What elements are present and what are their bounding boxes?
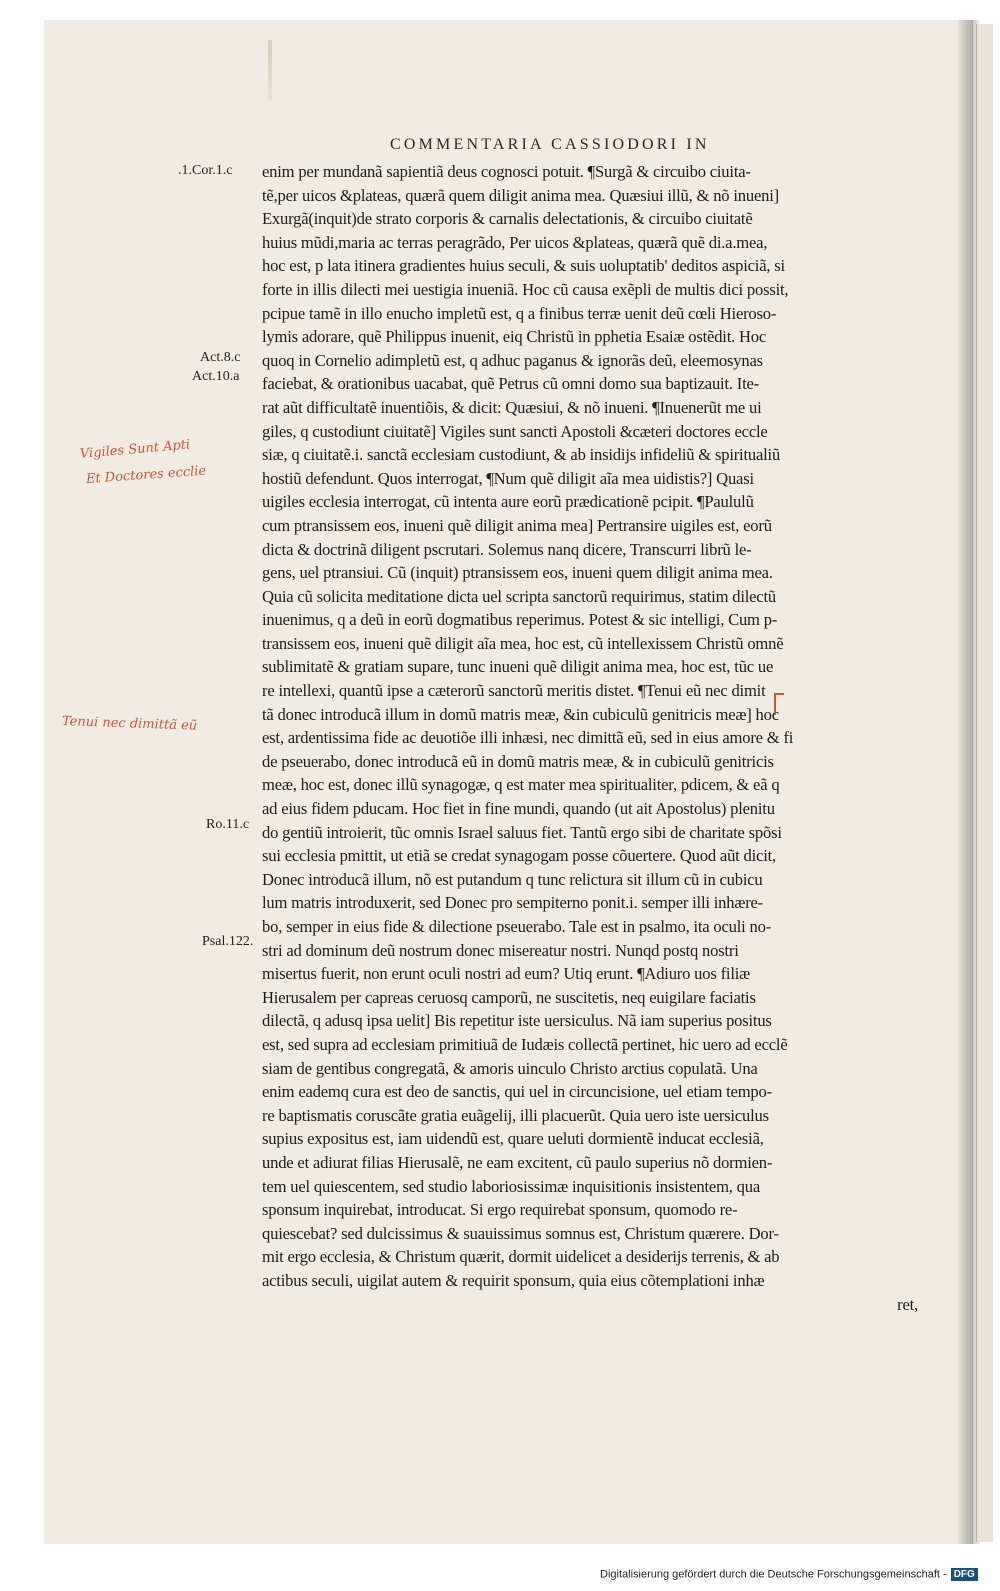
text-line: Donec introducã illum, nõ est putandum q tunc relictura sit illum cũ in cubicu <box>262 869 763 889</box>
margin-ref-act8: Act.8.c <box>200 350 241 365</box>
handwritten-note-tenui: Tenui nec dimittã eũ <box>61 714 198 734</box>
handwritten-bracket-mark <box>774 693 784 715</box>
text-line: meæ, hoc est, donec illũ synagogæ, q est mater mea spiritualiter, pdicem, & eã q <box>262 775 780 795</box>
text-line: pcipue tamẽ in illo enucho impletũ est, q a finibus terræ uenit deũ cœli Hieroso- <box>262 303 777 323</box>
stain-mark <box>268 40 272 100</box>
text-line: supius expositus est, iam uidendũ est, quare ueluti dormientẽ inducat ecclesiã, <box>262 1129 764 1149</box>
text-line: gens, uel ptransiui. Cũ (inquit) ptransissem eos, inueni quem diligit anima mea. <box>262 563 773 583</box>
text-line: misertus fuerit, non erunt oculi nostri ad eum? Utiq erunt. ¶Adiuro uos filiæ <box>262 964 751 984</box>
text-line: huius mũdi,maria ac terras peragrãdo, Per uicos &plateas, quærã quẽ di.a.mea, <box>262 232 768 252</box>
text-line: est, sed supra ad ecclesiam primitiuã de Iudæis collectã pertinet, hic uero ad ecclẽ <box>262 1034 788 1054</box>
text-line: hostiũ defendunt. Quos interrogat, ¶Num quẽ diligit aĩa mea uidistis?] Quasi <box>262 468 754 488</box>
text-line: cum ptransissem eos, inueni quẽ diligit anima mea] Pertransire uigiles est, eorũ <box>262 515 772 535</box>
text-line: est, ardentissima fide ac deuotiõe illi inhæsi, nec dimittã eũ, sed in eius amore & fi <box>262 728 794 748</box>
text-line: inuenimus, q a deũ in eorũ dogmatibus reperimus. Potest & sic intelligi, Cum p- <box>262 610 778 630</box>
text-line: hoc est, p lata itinera gradientes huius seculi, & suis uoluptatib' deditos aspiciã, si <box>262 256 785 276</box>
text-line: bo, semper in eius fide & dilectione pseuerabo. Tale est in psalmo, ita oculi no- <box>262 917 772 936</box>
text-line: enim eademq cura est deo de sanctis, qui uel in circuncisione, uel etiam tempo- <box>262 1082 772 1102</box>
text-line: do gentiũ introierit, tũc omnis Israel saluus fiet. Tantũ ergo sibi de charitate spõsi <box>262 822 782 842</box>
text-line: sponsum inquirebat, introducat. Si ergo requirebat sponsum, quomodo re- <box>262 1200 738 1220</box>
text-line: rat aũt difficultatẽ inuentiõis, & dicit: Quæsiui, & nõ inueni. ¶Inuenerũt me ui <box>262 397 762 417</box>
main-text-block <box>262 160 962 1316</box>
text-line: stri ad dominum deũ nostrum donec misereatur nostri. Nunqd postq nostri <box>262 940 739 960</box>
text-line: Exurgã(inquit)de strato corporis & carnalis delectationis, & circuibo ciuitatẽ <box>262 209 753 229</box>
text-line: enim per mundanã sapientiã deus cognosci potuit. ¶Surgã & circuibo ciuita- <box>262 162 751 181</box>
text-line: re baptismatis coruscãte gratia euãgelij, illi placuerũt. Quia uero iste uersiculus <box>262 1105 769 1125</box>
text-line: dilectã, q adusq ipsa uelit] Bis repetitur iste uersiculus. Nã iam superius positus <box>262 1011 772 1031</box>
text-line: siam de gentibus congregatã, & amoris uinculo Christo arctius copulatã. Una <box>262 1058 758 1078</box>
text-line: tem uel quiescentem, sed studio laboriosissimæ inquisitionis insistentem, qua <box>262 1176 761 1196</box>
margin-ref-ro11: Ro.11.c <box>206 817 250 832</box>
margin-ref-act10: Act.10.a <box>192 369 240 384</box>
text-line: siæ, q ciuitatẽ.i. sanctã ecclesiam custodiunt, & ab insidijs infideliũ & spiritualiũ <box>262 445 781 465</box>
text-line: Quia cũ solicita meditatione dicta uel scripta sanctorũ requirimus, statim dilectũ <box>262 586 776 606</box>
catchword: ret, <box>897 1294 918 1314</box>
digitization-credit <box>600 1568 978 1586</box>
text-line: re intellexi, quantũ ipse a cæterorũ sanctorũ meritis distet. ¶Tenui eũ nec dimit <box>262 681 766 701</box>
text-line: giles, q custodiunt ciuitatẽ] Vigiles sunt sancti Apostoli &cæteri doctores eccle <box>262 421 768 441</box>
credit-text: Digitalisierung gefördert durch die Deutsche Forschungsgemeinschaft - <box>600 1568 947 1581</box>
text-line: sublimitatẽ & gratiam supare, tunc inueni quẽ diligit anima mea, hoc est, tũc ue <box>262 657 774 677</box>
text-line: de pseuerabo, donec introducã eũ in domũ matris meæ, & in cubiculũ genitricis <box>262 751 774 771</box>
text-line: actibus seculi, uigilat autem & requirit sponsum, quia eius cõtemplationi inhæ <box>262 1270 765 1290</box>
dfg-logo: DFG <box>951 1568 978 1581</box>
text-line: transissem eos, inueni quẽ diligit aĩa mea, hoc est, cũ intellexissem Christũ omnẽ <box>262 633 784 653</box>
text-line: ad eius fidem pducam. Hoc fiet in fine mundi, quando (ut ait Apostolus) plenitu <box>262 799 775 819</box>
text-line: forte in illis dilecti mei uestigia inueniã. Hoc cũ causa exẽpli de multis dici possit, <box>262 279 789 299</box>
text-line: Hierusalem per capreas ceruosq camporũ, ne suscitetis, neq euigilare faciatis <box>262 987 756 1007</box>
text-line: faciebat, & orationibus uacabat, quẽ Petrus cũ omni domo sua baptizauit. Ite- <box>262 374 760 394</box>
margin-ref-psal122: Psal.122. <box>202 934 254 949</box>
text-line: mit ergo ecclesia, & Christum quærit, dormit uidelicet a desiderijs terrenis, & ab <box>262 1247 780 1267</box>
running-head: COMMENTARIA CASSIODORI IN <box>390 136 710 153</box>
text-line: uigiles ecclesia interrogat, cũ intenta aure eorũ prædicationẽ pcipit. ¶Paululũ <box>262 492 754 512</box>
margin-ref-1cor: .1.Cor.1.c <box>178 163 233 178</box>
text-line: lymis adorare, quẽ Philippus inuenit, eiq Christũ in pphetia Esaiæ ostẽdit. Hoc <box>262 327 767 347</box>
handwritten-note-vigiles: Vigiles Sunt Apti <box>79 437 191 462</box>
text-line: lum matris introduxerit, sed Donec pro sempiterno ponit.i. semper illi inhære- <box>262 893 764 913</box>
handwritten-note-doctores: Et Doctores ecclie <box>85 463 207 487</box>
text-line: quoq in Cornelio adimpletũ est, q adhuc paganus & ignorãs deũ, eleemosynas <box>262 350 763 370</box>
facing-page-edge <box>976 24 993 1542</box>
text-line: unde et adiurat filias Hierusalẽ, ne eam excitent, cũ paulo superius nõ dormien- <box>262 1152 773 1172</box>
text-line: tẽ,per uicos &plateas, quærã quem diligit anima mea. Quæsiui illũ, & nõ inueni] <box>262 185 779 205</box>
text-line: dicta & doctrinã diligent pscrutari. Solemus nanq dicere, Transcurri librũ le- <box>262 539 752 559</box>
text-line: quiescebat? sed dulcissimus & suauissimus somnus est, Christum quærere. Dor- <box>262 1223 779 1243</box>
text-line: sui ecclesia pmittit, ut etiã se credat synagogam posse cõuertere. Quod aũt dicit, <box>262 846 776 866</box>
text-line: tã donec introducã illum in domũ matris meæ, &in cubiculũ genitricis meæ] hoc <box>262 704 779 724</box>
